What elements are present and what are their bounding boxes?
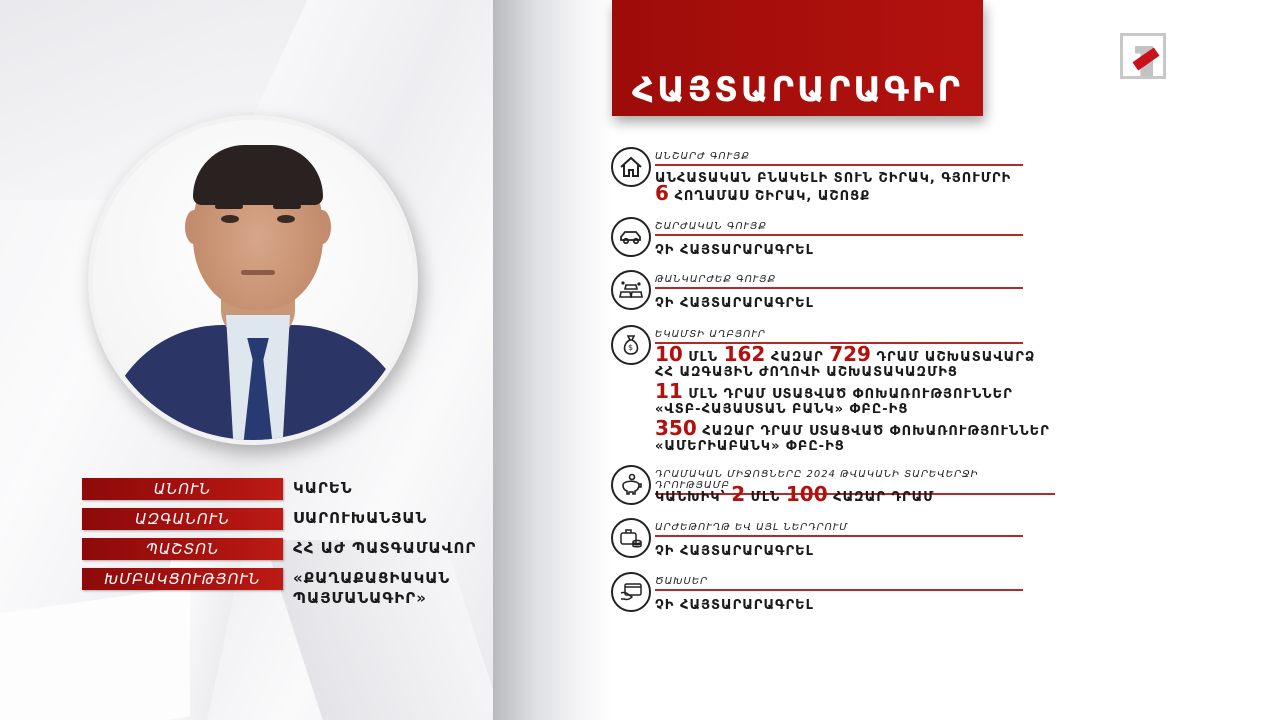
piggy-bank-icon (611, 465, 651, 505)
field-label: ԱԶԳԱՆՈՒՆ (82, 508, 283, 530)
salary-line: 10 ՄԼՆ 162 ՀԱԶԱՐ 729 ԴՐԱՄ ԱՇԽԱՏԱՎԱՐՁ (655, 342, 1036, 366)
field-value: ՀՀ ԱԺ ՊԱՏԳԱՄԱՎՈՐ (293, 539, 477, 557)
car-icon (611, 217, 651, 257)
field-label: ԽՄԲԱԿՑՈՒԹՅՈՒՆ (82, 568, 283, 590)
loan-line: 350 ՀԱԶԱՐ ԴՐԱՄ ՍՏԱՑՎԱԾ ՓՈԽԱՌՈՒԹՅՈՒՆՆԵՐ (655, 416, 1050, 440)
field-label: ՊԱՇՏՈՆ (82, 538, 283, 560)
panel-shadow (493, 0, 613, 720)
loan-line: 11 ՄԼՆ ԴՐԱՄ ՍՏԱՑՎԱԾ ՓՈԽԱՌՈՒԹՅՈՒՆՆԵՐ (655, 379, 1013, 403)
field-label: ԱՆՈՒՆ (82, 478, 283, 500)
title-banner (612, 0, 983, 116)
card-payment-icon (611, 572, 651, 612)
field-name (82, 478, 493, 500)
briefcase-coins-icon (611, 518, 651, 558)
page-title: ՀԱՅՏԱՐԱՐԱԳԻՐ (631, 70, 964, 110)
svg-text:$: $ (628, 343, 634, 352)
field-position (82, 538, 493, 560)
field-party (82, 568, 493, 612)
house-icon (611, 147, 651, 187)
profile-panel (0, 0, 493, 720)
profile-fields (82, 478, 493, 620)
field-surname (82, 508, 493, 530)
portrait-photo (88, 115, 418, 445)
declaration-panel: ՀԱՅՏԱՐԱՐԱԳԻՐ ԱՆՇԱՐԺ ԳՈՒՅՔ ԱՆՀԱՏԱԿԱՆ ԲՆԱԿԵԼԻ ՏՈՒՆ ՇԻՐԱԿ, ԳՅՈՒՄՐԻ 6 ՀՈՂԱՄԱՍ ՇԻՐԱԿ, ԱՇՈՑՔ ՇԱՐԺԱԿԱՆ ԳՈՒՅՔ ՉԻ ՀԱՅՏԱՐԱՐԱԳՐԵԼ ԹԱՆԿԱՐԺԵՔ ԳՈՒՅՔ ՉԻ ՀԱՅՏԱՐԱՐԱԳՐԵԼ $ ԵԿԱՄՏԻ ԱՂԲՅՈՒՐ 10 ՄԼՆ 162 ՀԱԶԱՐ 729 ԴՐԱՄ ԱՇԽԱՏԱՎԱՐՁ ՀՀ ԱԶԳԱՅԻՆ ԺՈՂՈՎԻ ԱՇԽԱՏԱԿԱԶՄԻՑ 11 ՄԼՆ ԴՐԱՄ ՍՏԱՑՎԱԾ ՓՈԽԱՌՈՒԹՅՈՒՆՆԵՐ «ՎՏԲ-ՀԱՅԱՍՏԱՆ ԲԱՆԿ» ՓԲԸ-ԻՑ 350 ՀԱԶԱՐ ԴՐԱՄ ՍՏԱՑՎԱԾ ՓՈԽԱՌՈՒԹՅՈՒՆՆԵՐ «ԱՄԵՐԻԱԲԱՆԿ» ՓԲԸ-ԻՑ ԴՐԱՄԱԿԱՆ ՄԻՋՈՑՆԵՐԸ 2024 ԹՎԱԿԱՆԻ ՏԱՐԵՎԵՐՋԻ ԴՐՈՒԹՅԱՄԲ ԿԱՆԽԻԿ՝ 2 ՄԼՆ 100 ՀԱԶԱՐ ԴՐԱՄ ԱՐԺԵԹՈՒՂԹ ԵՎ ԱՅԼ ՆԵՐԴՐՈՒՄ ՉԻ ՀԱՅՏԱՐԱՐԱԳՐԵԼ ԾԱԽՍԵՐ ՉԻ ՀԱՅՏԱՐԱՐԱԳՐԵԼ (493, 0, 1280, 720)
gold-bars-icon (611, 270, 651, 310)
field-value: «ՔԱՂԱՔԱՑԻԱԿԱՆ ՊԱՅՄԱՆԱԳԻՐ» (293, 569, 451, 607)
field-value: ՍԱՐՈՒԽԱՆՅԱՆ (293, 509, 428, 527)
channel-logo-icon (1120, 33, 1166, 79)
field-value: ԿԱՐԵՆ (293, 479, 353, 497)
money-bag-icon (611, 325, 651, 365)
